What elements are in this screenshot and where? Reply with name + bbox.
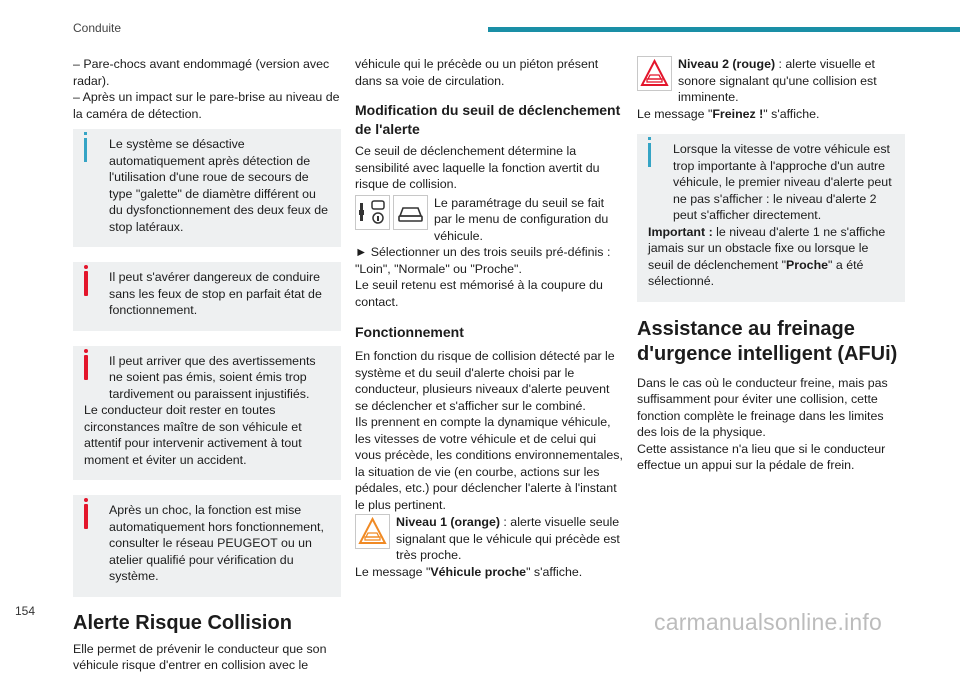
warning-icon [84, 271, 88, 296]
warning-text: Le conducteur doit rester en toutes circonstances maître de son véhicule et attentif pour intervenir activement à tout moment et éviter un accident. [84, 403, 302, 467]
header-accent-bar [488, 27, 960, 32]
paragraph: Cette assistance n'a lieu que si le conducteur effectue un appui sur la pédale de frein. [637, 441, 886, 472]
watermark: carmanualsonline.info [654, 609, 882, 635]
paragraph: Ce seuil de déclenchement détermine la sensibilité avec laquelle la fonction avertit du risque de collision. [355, 144, 600, 191]
paragraph: véhicule qui le précède ou un piéton présent dans sa voie de circulation. [355, 57, 599, 88]
orange-collision-alert-icon [355, 514, 390, 549]
warning-note [73, 495, 341, 597]
car-menu-icon [393, 195, 428, 230]
column-2 [355, 56, 623, 580]
dash-item: – Pare-chocs avant endommagé (version avec radar). [73, 57, 330, 88]
message-value: Freinez ! [712, 106, 764, 121]
info-note-text: Lorsque la vitesse de votre véhicule est trop importante à l'approche d'un autre véhicule, le premier niveau d'alerte peut ne pas s'afficher : le niveau d'alerte 2 peut s'afficher directement. [673, 142, 892, 222]
paragraph: Le paramétrage du seuil se fait par le menu de configuration du véhicule. [434, 195, 609, 243]
section-heading: Assistance au freinage d'urgence intelligent (AFUi) [637, 317, 898, 365]
red-collision-alert-icon [637, 56, 672, 91]
warning-note [73, 262, 341, 331]
important-text: le niveau d'alerte 1 ne s'affiche jamais sur un obstacle fixe ou lorsque le seuil de déclenchement " [648, 224, 886, 272]
alert-level-1 [355, 514, 623, 564]
info-note [637, 134, 905, 302]
subheading: Modification du seuil de déclenchement de l'alerte [355, 102, 621, 137]
paragraph: ► Sélectionner un des trois seuils pré-définis : "Loin", "Normale" ou "Proche". [355, 245, 611, 276]
message-value: Véhicule proche [430, 564, 527, 579]
important-value: Proche [786, 257, 829, 272]
warning-icon [84, 355, 88, 380]
settings-menu-icon [355, 195, 390, 230]
level-2-text: : alerte visuelle et sonore signalant qu'une collision est imminente. [678, 57, 877, 104]
paragraph: Le seuil retenu est mémorisé à la coupure du contact. [355, 278, 603, 309]
paragraph: Dans le cas où le conducteur freine, mais pas suffisamment pour éviter une collision, cette fonction complète le freinage dans les limites des lois de la physique. [637, 375, 888, 439]
info-note [73, 129, 341, 247]
dash-item: – Après un impact sur le pare-brise au niveau de la caméra de détection. [73, 90, 340, 121]
message-prefix: Le message " [355, 564, 431, 579]
level-2-label: Niveau 2 (rouge) [678, 57, 776, 71]
level-1-label: Niveau 1 (orange) [396, 515, 500, 529]
alert-level-2 [637, 56, 905, 106]
warning-text: Après un choc, la fonction est mise automatiquement hors fonctionnement, consulter le réseau PEUGEOT ou un atelier qualifié pour vérification du système. [109, 503, 324, 583]
warning-text: Il peut s'avérer dangereux de conduire sans les feux de stop en parfait état de fonctionnement. [109, 270, 322, 317]
level-1-text: : alerte visuelle seule signalant que le véhicule qui précède est très proche. [396, 515, 620, 562]
info-icon [84, 138, 87, 162]
column-1 [73, 56, 341, 674]
paragraph [355, 514, 623, 564]
running-header: Conduite [73, 21, 122, 35]
config-icons [355, 195, 623, 245]
paragraph [637, 106, 905, 123]
message-prefix: Le message " [637, 106, 713, 121]
paragraph [637, 56, 905, 106]
warning-note [73, 346, 341, 481]
column-3 [637, 56, 905, 474]
warning-text: Il peut arriver que des avertissements ne soient pas émis, soient émis trop tardivement ou paraissent injustifiés. [109, 353, 316, 401]
info-note-text: Le système se désactive automatiquement après détection de l'utilisation d'une roue de secours de type "galette" de diamètre différent ou du dysfonctionnement des deux feux de stop latéraux. [109, 137, 329, 234]
info-note-text [648, 224, 896, 290]
message-suffix: " s'affiche. [526, 564, 583, 579]
page-number: 154 [15, 604, 36, 618]
info-icon [648, 143, 651, 167]
important-suffix: " a été sélectionné. [648, 257, 864, 288]
important-label: Important : [648, 224, 713, 239]
warning-icon [84, 504, 88, 529]
section-heading: Alerte Risque Collision [73, 611, 292, 634]
paragraph [355, 564, 623, 581]
subheading: Fonctionnement [355, 324, 464, 340]
message-suffix: " s'affiche. [763, 106, 820, 121]
paragraph: Ils prennent en compte la dynamique véhicule, les vitesses de votre véhicule et de celui qui vous précède, les conditions environnementales, la situation de vie (en courbe, actions sur les pédales, etc.) pour déclencher l'alerte à l'instant le plus pertinent. [355, 415, 623, 512]
paragraph: En fonction du risque de collision détecté par le système et du seuil d'alerte choisi par le conducteur, plusieurs niveaux d'alerte peuvent se déclencher et s'afficher sur le combiné. [355, 349, 615, 413]
paragraph: Elle permet de prévenir le conducteur que son véhicule risque d'entrer en collision avec le [73, 641, 327, 672]
